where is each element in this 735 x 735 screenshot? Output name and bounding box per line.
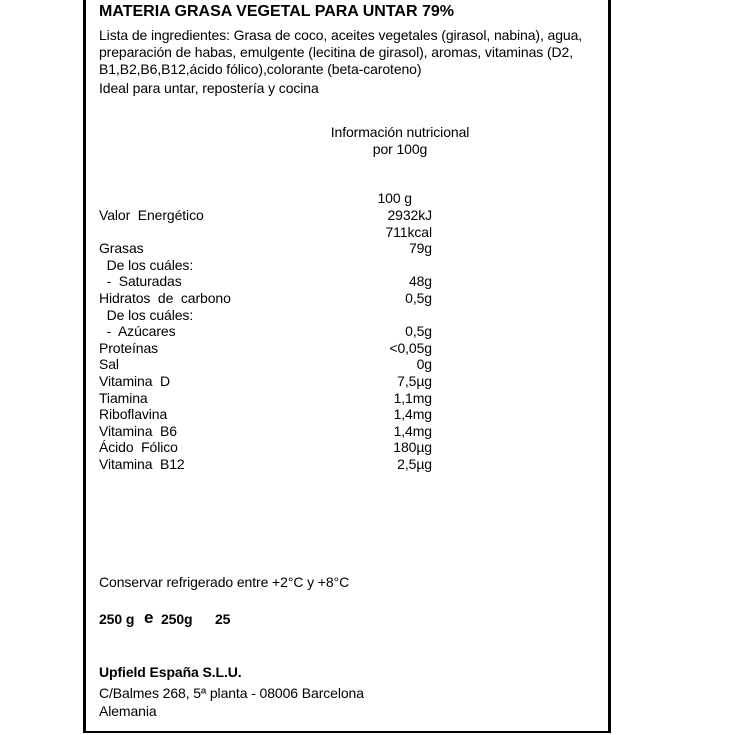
nutrient-value: 0,5g bbox=[405, 290, 432, 306]
nutrient-value: 1,4mg bbox=[393, 422, 432, 439]
nutrient-value: 2,5µg bbox=[397, 456, 432, 472]
declared-weight: 250g bbox=[161, 611, 193, 627]
nutrient-label: Sal bbox=[99, 356, 119, 373]
nutrient-value: <0,05g bbox=[389, 339, 432, 356]
net-weight: 250 g bbox=[99, 611, 135, 627]
nutrient-label: - Saturadas bbox=[99, 273, 182, 290]
nutrient-value: 711kcal bbox=[385, 223, 432, 240]
usage-text: Ideal para untar, repostería y cocina bbox=[99, 80, 319, 96]
nutrition-heading: Información nutricional bbox=[330, 124, 470, 140]
nutrient-label: Valor Energético bbox=[99, 207, 204, 223]
company-address: C/Balmes 268, 5ª planta - 08006 Barcelona bbox=[99, 685, 364, 701]
company-name: Upfield España S.L.U. bbox=[99, 664, 242, 680]
nutrient-label: Tiamina bbox=[99, 389, 148, 406]
nutrition-heading-per: por 100g bbox=[372, 141, 428, 157]
nutrient-label: Grasas bbox=[99, 240, 144, 257]
storage-text: Conservar refrigerado entre +2°C y +8°C bbox=[99, 574, 350, 590]
nutrient-value: 1,1mg bbox=[393, 389, 432, 406]
nutrient-value: 79g bbox=[408, 240, 432, 257]
nutrient-value: 7,5µg bbox=[397, 373, 432, 389]
nutrient-value: 0g bbox=[416, 356, 432, 373]
nutrient-label: De los cuáles: bbox=[99, 306, 194, 323]
nutrient-label: Hidratos de carbono bbox=[99, 290, 231, 306]
nutrient-value: 0,5g bbox=[405, 323, 432, 340]
nutrient-label: Vitamina B6 bbox=[99, 422, 177, 439]
product-title: MATERIA GRASA VEGETAL PARA UNTAR 79% bbox=[99, 3, 454, 20]
ingredients-line: preparación de habas, emulgente (lecitina de girasol), aromas, vitaminas (D2, bbox=[99, 44, 573, 60]
nutrient-label: Vitamina B12 bbox=[99, 456, 185, 472]
nutrient-label: Riboflavina bbox=[99, 406, 168, 423]
ingredients-line: Lista de ingredientes: Grasa de coco, aceites vegetales (girasol, nabina), agua, bbox=[99, 27, 583, 43]
unit-count: 25 bbox=[215, 611, 231, 627]
nutrient-value: 180µg bbox=[393, 439, 432, 456]
nutrient-label: - Azúcares bbox=[99, 323, 176, 340]
company-country: Alemania bbox=[99, 703, 157, 719]
nutrient-label: Ácido Fólico bbox=[99, 439, 178, 456]
nutrient-label: De los cuáles: bbox=[99, 256, 194, 273]
nutrient-value: 48g bbox=[408, 273, 432, 290]
nutrient-value: 2932kJ bbox=[387, 207, 432, 223]
nutrient-value: 1,4mg bbox=[393, 406, 432, 423]
ingredients-line: B1,B2,B6,B12,ácido fólico),colorante (beta-caroteno) bbox=[99, 61, 422, 77]
nutrient-label: Vitamina D bbox=[99, 373, 171, 389]
e-mark: e bbox=[144, 608, 154, 627]
nutrient-label: Proteínas bbox=[99, 339, 159, 356]
nutrition-column-header: 100 g bbox=[377, 190, 412, 206]
